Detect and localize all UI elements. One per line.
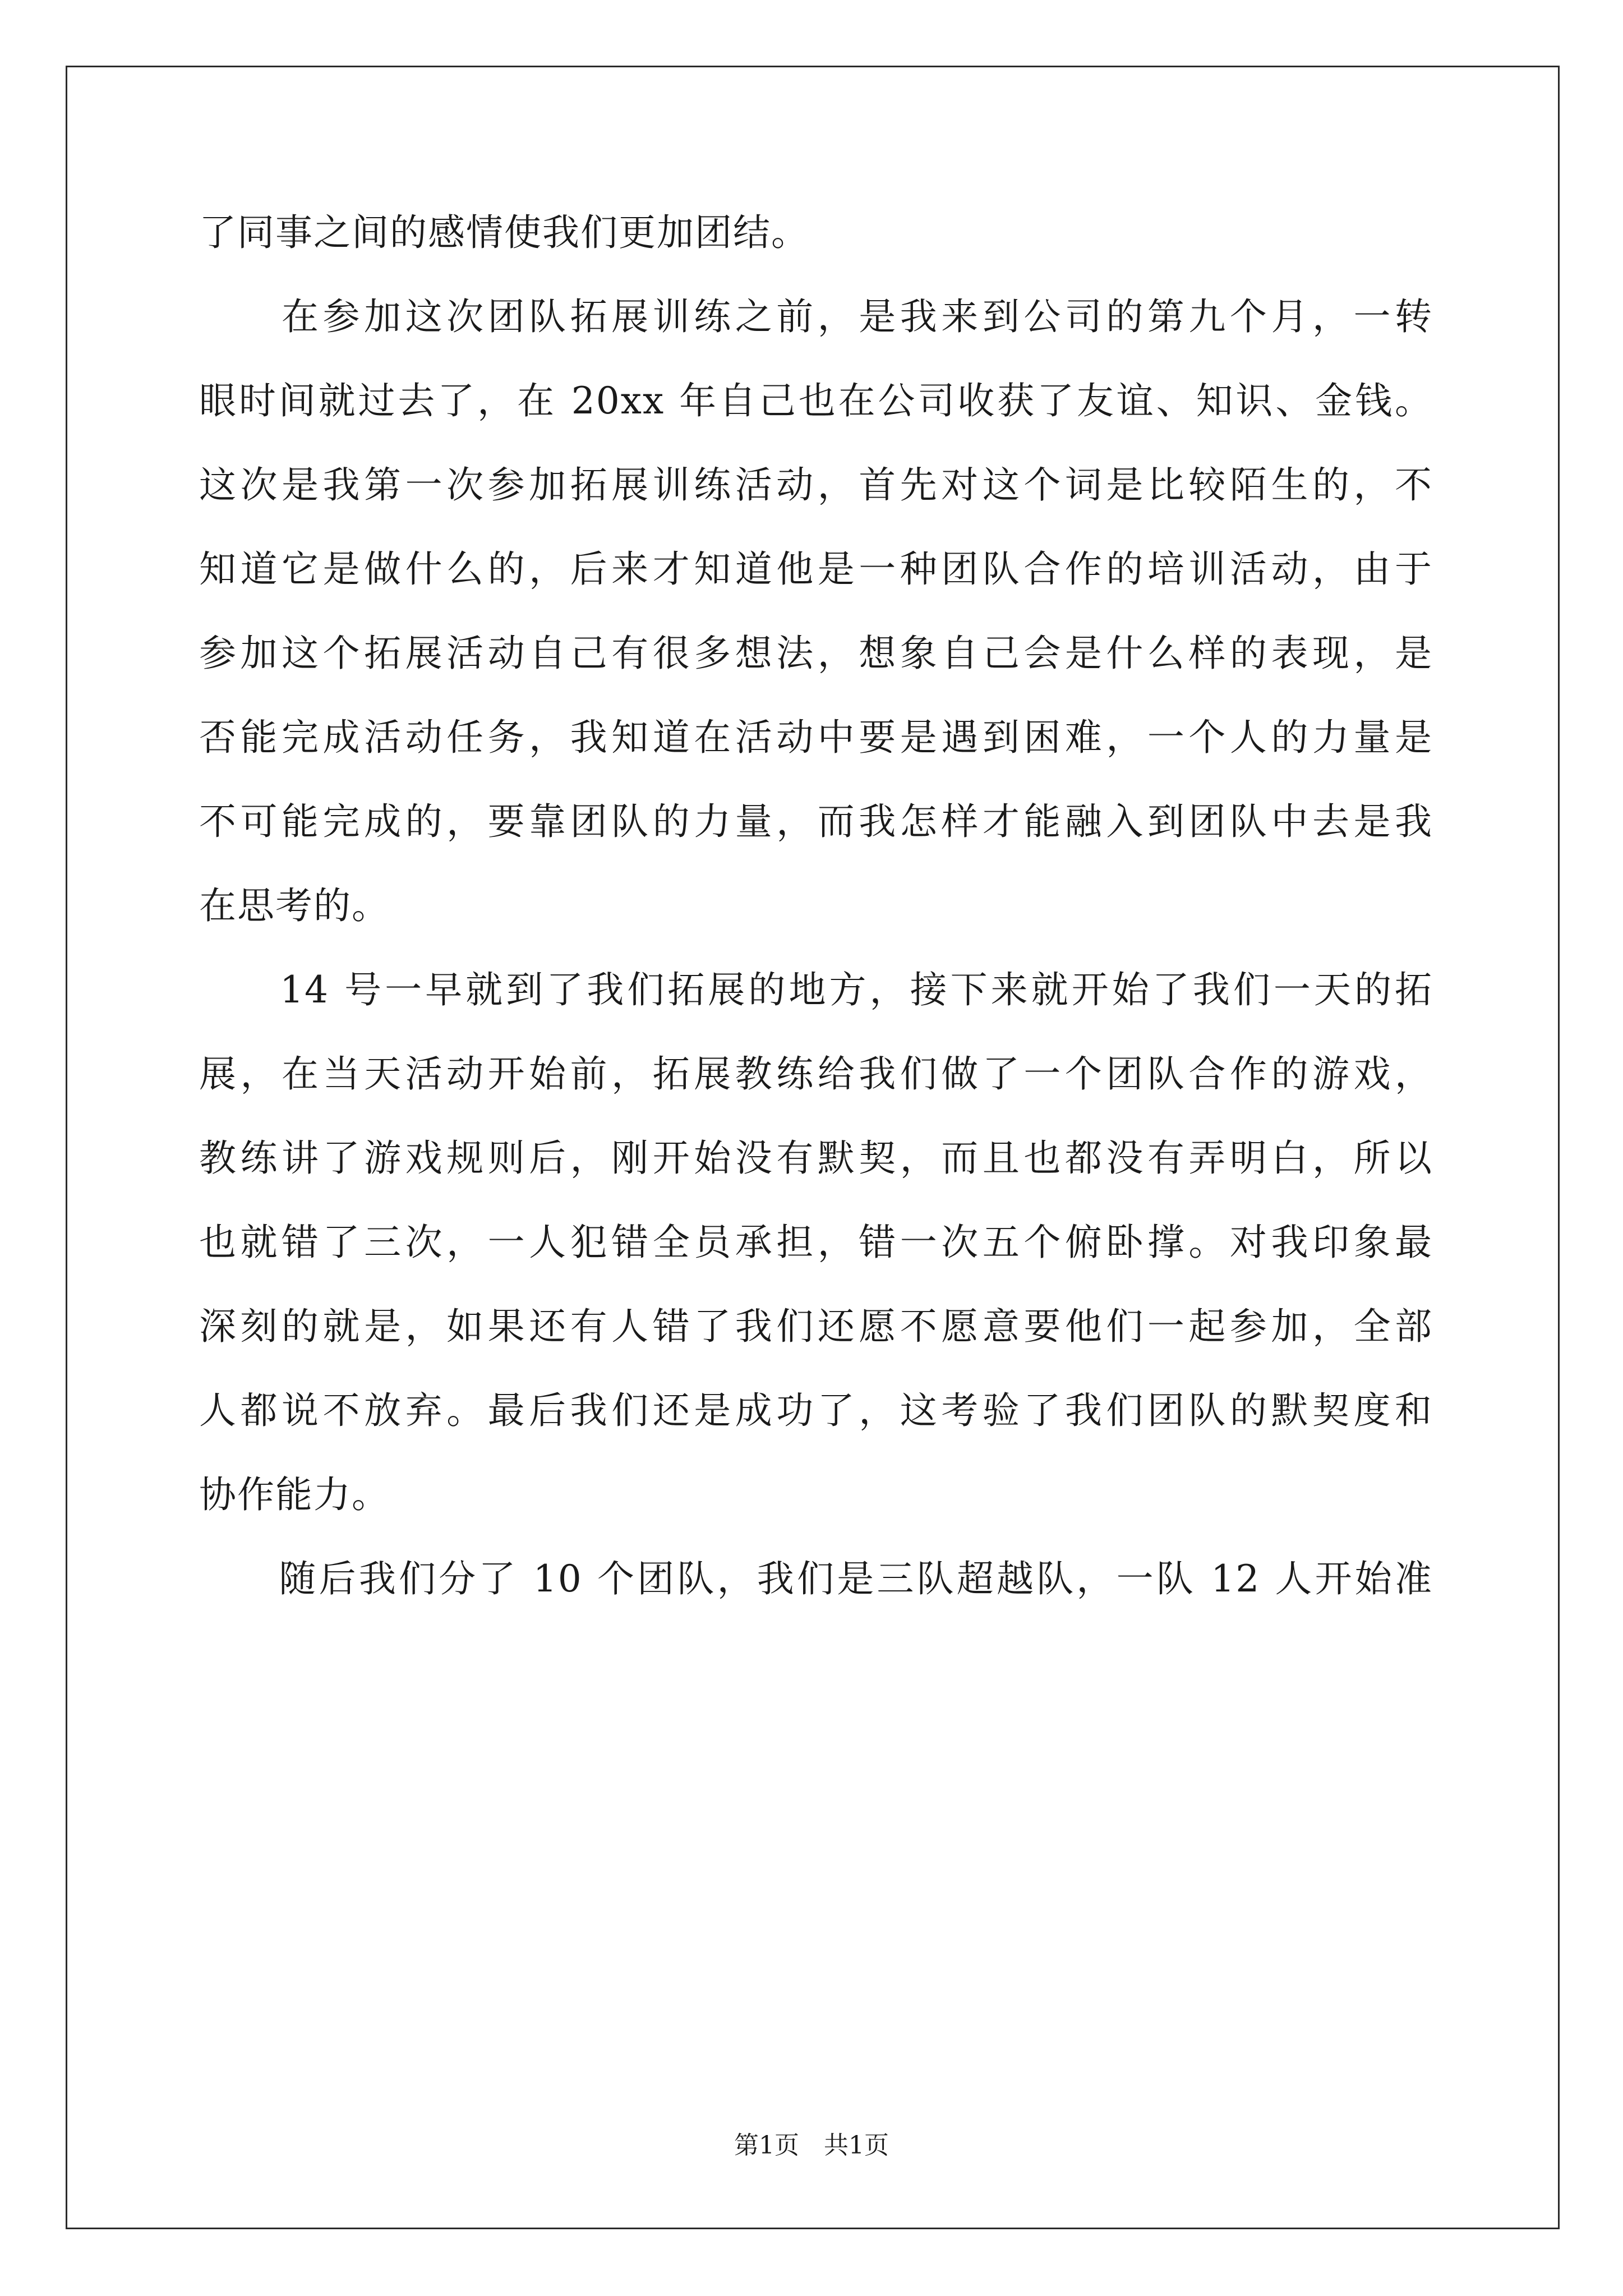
text-line: 眼时间就过去了，在 20xx 年自己也在公司收获了友谊、知识、金钱。 <box>199 379 1433 422</box>
text-line: 协作能力。 <box>199 1473 390 1516</box>
text-line: 人都说不放弃。最后我们还是成功了，这考验了我们团队的默契度和 <box>199 1389 1433 1432</box>
text-line: 在思考的。 <box>199 884 390 927</box>
text-line: 知道它是做什么的，后来才知道他是一种团队合作的培训活动，由于 <box>199 547 1433 591</box>
text-line: 深刻的就是，如果还有人错了我们还愿不愿意要他们一起参加，全部 <box>199 1305 1433 1348</box>
text-line: 在参加这次团队拓展训练之前，是我来到公司的第九个月，一转 <box>199 295 1433 338</box>
text-line: 否能完成活动任务，我知道在活动中要是遇到困难，一个人的力量是 <box>199 716 1433 759</box>
text-line: 了同事之间的感情使我们更加团结。 <box>199 211 809 254</box>
page-footer: 第1页 共1页 <box>734 2131 889 2160</box>
text-line: 参加这个拓展活动自己有很多想法，想象自己会是什么样的表现，是 <box>199 632 1433 675</box>
text-line: 教练讲了游戏规则后，刚开始没有默契，而且也都没有弄明白，所以 <box>199 1137 1433 1180</box>
text-line: 展，在当天活动开始前，拓展教练给我们做了一个团队合作的游戏， <box>199 1052 1433 1096</box>
text-line: 14 号一早就到了我们拓展的地方，接下来就开始了我们一天的拓 <box>199 968 1433 1011</box>
text-line: 这次是我第一次参加拓展训练活动，首先对这个词是比较陌生的，不 <box>199 463 1433 507</box>
text-line: 随后我们分了 10 个团队，我们是三队超越队，一队 12 人开始准 <box>199 1557 1433 1600</box>
text-line: 也就错了三次，一人犯错全员承担，错一次五个俯卧撑。对我印象最 <box>199 1221 1433 1264</box>
text-line: 不可能完成的，要靠团队的力量，而我怎样才能融入到团队中去是我 <box>199 800 1433 843</box>
